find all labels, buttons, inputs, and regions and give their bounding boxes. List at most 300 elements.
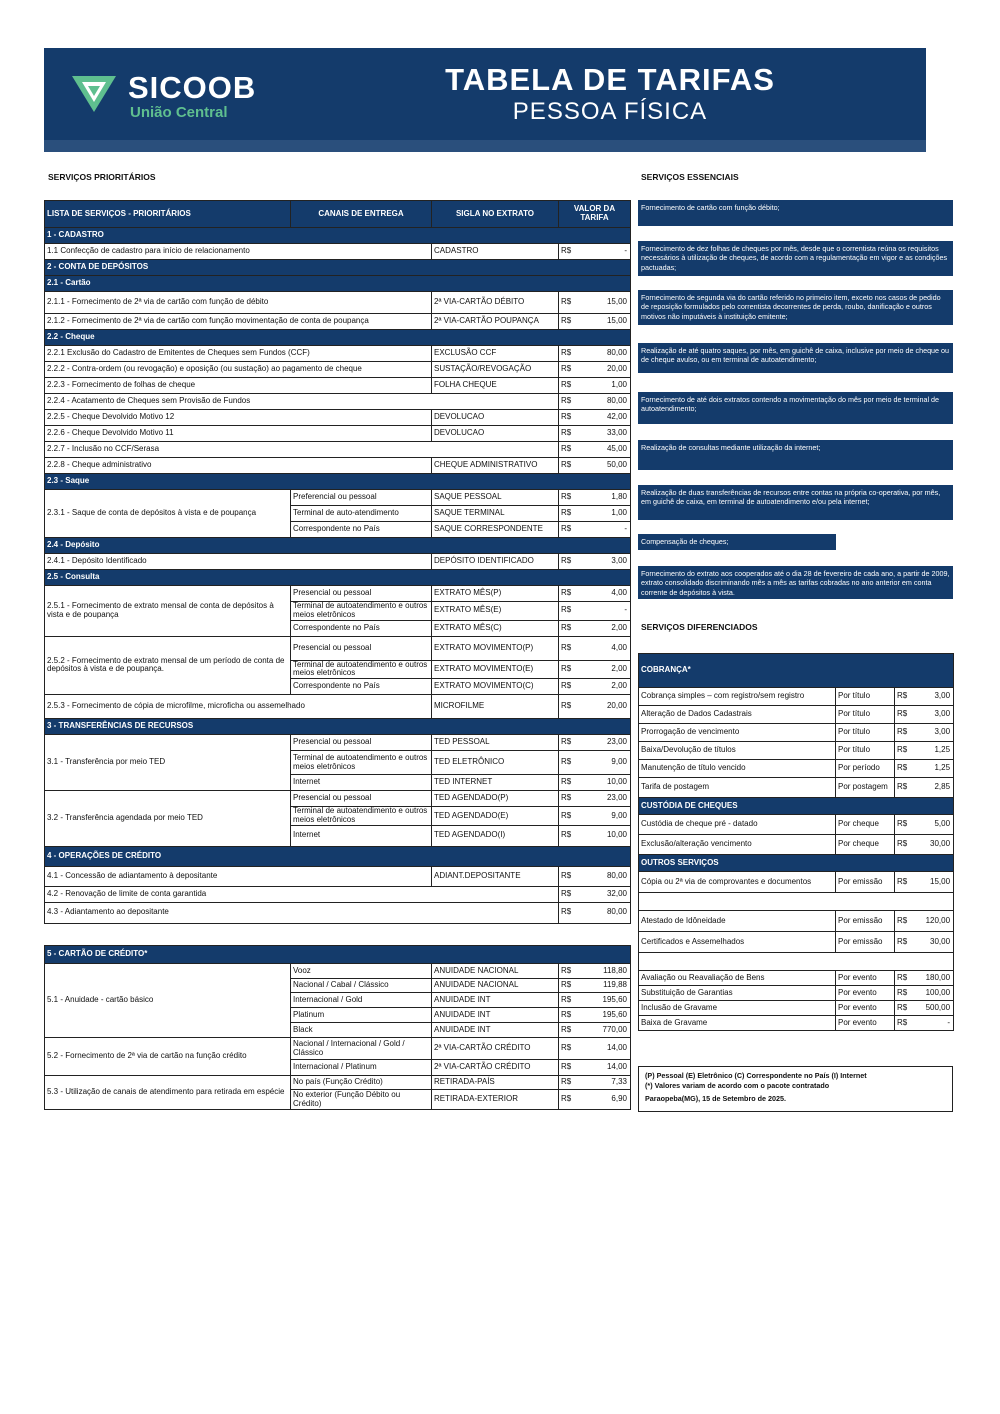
statement-code: ANUIDADE NACIONAL: [432, 979, 559, 993]
currency: R$: [559, 1060, 585, 1076]
service-name: Baixa/Devolução de títulos: [639, 742, 836, 760]
statement-code: ANUIDADE INT: [432, 993, 559, 1008]
fee-value: 1,00: [585, 506, 631, 522]
channel: Black: [291, 1023, 432, 1038]
service-name: Manutenção de título vencido: [639, 760, 836, 778]
table-row: [45, 866, 631, 886]
page-title: TABELA DE TARIFAS: [445, 62, 775, 97]
table-row: [45, 1038, 631, 1060]
channel: Terminal de auto-atendimento: [291, 506, 432, 522]
currency: R$: [895, 688, 915, 706]
table-row: [639, 932, 954, 953]
fee-value: 120,00: [915, 911, 954, 932]
service-name: Exclusão/alteração vencimento: [639, 835, 836, 855]
table-row: [45, 886, 631, 902]
section-label: 2.2 - Cheque: [45, 330, 631, 346]
service-name: 5.2 - Fornecimento de 2ª via de cartão na função crédito: [45, 1038, 291, 1076]
statement-code: 2ª VIA-CARTÃO DÉBITO: [432, 292, 559, 314]
currency: R$: [895, 835, 915, 855]
currency: R$: [559, 735, 585, 751]
col-header-lista: LISTA DE SERVIÇOS - PRIORITÁRIOS: [45, 201, 291, 228]
table-row: [639, 760, 954, 778]
fee-value: 20,00: [585, 362, 631, 378]
currency: R$: [895, 971, 915, 986]
statement-code: ANUIDADE INT: [432, 1008, 559, 1023]
statement-code: TED PESSOAL: [432, 735, 559, 751]
charge-unit: Por título: [836, 742, 895, 760]
charge-unit: Por título: [836, 724, 895, 742]
essential-service-item: Fornecimento de dez folhas de cheques por mês, desde que o correntista reúna os requisitos necessários à utilização de cheques, de acordo com a regulamentação em vigor e as condições pactuadas;: [638, 241, 953, 276]
statement-code: EXTRATO MÊS(C): [432, 620, 559, 636]
fee-value: -: [585, 602, 631, 621]
fee-value: 1,25: [915, 742, 954, 760]
statement-code: ADIANT.DEPOSITANTE: [432, 866, 559, 886]
section-label: 4 - OPERAÇÕES DE CRÉDITO: [45, 846, 631, 866]
table-row: [639, 986, 954, 1001]
currency: R$: [895, 760, 915, 778]
fee-value: 1,80: [585, 490, 631, 506]
charge-unit: Por emissão: [836, 872, 895, 893]
section-title-prioritarios: SERVIÇOS PRIORITÁRIOS: [48, 172, 156, 182]
service-name: 2.1.1 - Fornecimento de 2ª via de cartão com função de débito: [45, 292, 432, 314]
fee-value: 10,00: [585, 825, 631, 846]
fee-value: 6,90: [585, 1090, 631, 1110]
service-name: Prorrogação de vencimento: [639, 724, 836, 742]
fee-value: 3,00: [915, 724, 954, 742]
table-row: [639, 1001, 954, 1016]
statement-code: ANUIDADE NACIONAL: [432, 964, 559, 979]
statement-code: TED INTERNET: [432, 775, 559, 791]
fee-value: 15,00: [585, 292, 631, 314]
section-row: [639, 654, 954, 688]
charge-unit: Por emissão: [836, 911, 895, 932]
section-label: OUTROS SERVIÇOS: [639, 855, 954, 872]
section-label: 2 - CONTA DE DEPÓSITOS: [45, 260, 631, 276]
channel: Correspondente no País: [291, 522, 432, 538]
section-label: 2.3 - Saque: [45, 474, 631, 490]
table-row: [639, 724, 954, 742]
table-row: [45, 586, 631, 602]
fee-value: 195,60: [585, 1008, 631, 1023]
service-name: 2.1.2 - Fornecimento de 2ª via de cartão com função movimentação de conta de poupança: [45, 314, 432, 330]
section-title-diferenciados: SERVIÇOS DIFERENCIADOS: [641, 622, 758, 632]
essential-service-item: Compensação de cheques;: [638, 534, 836, 550]
channel: Correspondente no País: [291, 679, 432, 695]
channel: Platinum: [291, 1008, 432, 1023]
table-row: [639, 706, 954, 724]
fee-value: 2,00: [585, 679, 631, 695]
statement-code: 2ª VIA-CARTÃO CRÉDITO: [432, 1060, 559, 1076]
channel: No exterior (Função Débito ou Crédito): [291, 1090, 432, 1110]
currency: R$: [895, 986, 915, 1001]
fee-value: 118,80: [585, 964, 631, 979]
section-row: [45, 330, 631, 346]
fee-value: 9,00: [585, 807, 631, 826]
channel: Nacional / Cabal / Clássico: [291, 979, 432, 993]
sicoob-logo-icon: [72, 72, 116, 116]
currency: R$: [895, 872, 915, 893]
channel: Internacional / Platinum: [291, 1060, 432, 1076]
fee-value: 30,00: [915, 932, 954, 953]
currency: R$: [559, 394, 585, 410]
fee-value: 20,00: [585, 695, 631, 719]
blank-row: [639, 893, 954, 911]
statement-code: SAQUE CORRESPONDENTE: [432, 522, 559, 538]
channel: Terminal de autoatendimento e outros meios eletrônicos: [291, 807, 432, 826]
currency: R$: [559, 620, 585, 636]
channel: Internet: [291, 825, 432, 846]
currency: R$: [559, 586, 585, 602]
currency: R$: [559, 660, 585, 679]
service-name: 2.2.8 - Cheque administrativo: [45, 458, 432, 474]
fee-value: 1,00: [585, 378, 631, 394]
section-row: [639, 798, 954, 815]
currency: R$: [559, 825, 585, 846]
table-row: [45, 410, 631, 426]
service-name: Custódia de cheque pré - datado: [639, 815, 836, 835]
table-row: [45, 490, 631, 506]
fee-value: 5,00: [915, 815, 954, 835]
table-row: [45, 362, 631, 378]
banner-pattern-stripe: [44, 140, 926, 152]
currency: R$: [895, 742, 915, 760]
table-row: [45, 1076, 631, 1090]
service-name: 4.2 - Renovação de limite de conta garantida: [45, 886, 559, 902]
section-row: [45, 719, 631, 735]
service-name: Cópia ou 2ª via de comprovantes e documentos: [639, 872, 836, 893]
currency: R$: [559, 1090, 585, 1110]
currency: R$: [895, 724, 915, 742]
service-name: 2.5.3 - Fornecimento de cópia de microfilme, microficha ou assemelhado: [45, 695, 432, 719]
channel: Vooz: [291, 964, 432, 979]
service-name: 2.2.3 - Fornecimento de folhas de cheque: [45, 378, 432, 394]
service-name: Inclusão de Gravame: [639, 1001, 836, 1016]
fee-value: 2,00: [585, 660, 631, 679]
charge-unit: Por período: [836, 760, 895, 778]
table-row: [45, 791, 631, 807]
table-row: [639, 742, 954, 760]
charge-unit: Por título: [836, 706, 895, 724]
fee-value: 10,00: [585, 775, 631, 791]
statement-code: EXTRATO MÊS(E): [432, 602, 559, 621]
table-row: [45, 902, 631, 923]
service-name: 4.1 - Concessão de adiantamento à depositante: [45, 866, 432, 886]
fee-value: -: [915, 1016, 954, 1031]
table-row: [45, 394, 631, 410]
currency: R$: [559, 426, 585, 442]
service-name: 2.2.1 Exclusão do Cadastro de Emitentes de Cheques sem Fundos (CCF): [45, 346, 432, 362]
fee-value: 33,00: [585, 426, 631, 442]
fee-value: 500,00: [915, 1001, 954, 1016]
diferenciados-table: [638, 653, 954, 1031]
statement-code: EXTRATO MOVIMENTO(P): [432, 636, 559, 660]
service-name: 2.2.4 - Acatamento de Cheques sem Provisão de Fundos: [45, 394, 559, 410]
service-name: 2.3.1 - Saque de conta de depósitos à vista e de poupança: [45, 490, 291, 538]
col-header-sigla: SIGLA NO EXTRATO: [432, 201, 559, 228]
currency: R$: [559, 506, 585, 522]
fee-value: 4,00: [585, 586, 631, 602]
fee-value: 3,00: [585, 554, 631, 570]
currency: R$: [559, 346, 585, 362]
essential-service-item: Realização de consultas mediante utilização da internet;: [638, 440, 953, 470]
section-title-essenciais: SERVIÇOS ESSENCIAIS: [641, 172, 739, 182]
section-row: [45, 846, 631, 866]
service-name: 2.5.2 - Fornecimento de extrato mensal de um período de conta de depósitos à vista e de poupança.: [45, 636, 291, 695]
charge-unit: Por emissão: [836, 932, 895, 953]
currency: R$: [559, 1076, 585, 1090]
service-name: Certificados e Assemelhados: [639, 932, 836, 953]
currency: R$: [559, 490, 585, 506]
fee-value: 14,00: [585, 1038, 631, 1060]
channel: Presencial ou pessoal: [291, 586, 432, 602]
service-name: 2.2.5 - Cheque Devolvido Motivo 12: [45, 410, 432, 426]
currency: R$: [559, 807, 585, 826]
service-name: 3.1 - Transferência por meio TED: [45, 735, 291, 791]
prioritarios-table: [44, 200, 631, 924]
section-row: 5 - CARTÃO DE CRÉDITO*: [45, 946, 631, 964]
statement-code: 2ª VIA-CARTÃO CRÉDITO: [432, 1038, 559, 1060]
fee-value: 2,85: [915, 778, 954, 798]
col-header-valor: VALOR DA TARIFA: [559, 201, 631, 228]
brand-subname: União Central: [130, 104, 228, 121]
service-name: Tarifa de postagem: [639, 778, 836, 798]
service-name: Alteração de Dados Cadastrais: [639, 706, 836, 724]
currency: R$: [559, 751, 585, 775]
blank-cell: [639, 893, 954, 911]
table-row: [639, 971, 954, 986]
essential-service-item: Fornecimento de segunda via do cartão referido no primeiro item, exceto nos casos de pedido de reposição formulados pelo correntista decorrentes de perda, roubo, danificação e outros motivos não imputáveis à instituição emitente;: [638, 290, 953, 325]
service-name: 2.2.6 - Cheque Devolvido Motivo 11: [45, 426, 432, 442]
section-row: [45, 228, 631, 244]
table-row: [45, 554, 631, 570]
statement-code: ANUIDADE INT: [432, 1023, 559, 1038]
fee-value: 80,00: [585, 866, 631, 886]
statement-code: EXTRATO MOVIMENTO(E): [432, 660, 559, 679]
section-label: 3 - TRANSFERÊNCIAS DE RECURSOS: [45, 719, 631, 735]
currency: R$: [559, 902, 585, 923]
fee-value: 100,00: [915, 986, 954, 1001]
blank-cell: [639, 953, 954, 971]
table-row: [45, 458, 631, 474]
currency: R$: [559, 964, 585, 979]
service-name: Substituição de Garantias: [639, 986, 836, 1001]
currency: R$: [895, 1016, 915, 1031]
charge-unit: Por cheque: [836, 835, 895, 855]
statement-code: TED AGENDADO(E): [432, 807, 559, 826]
statement-code: SAQUE TERMINAL: [432, 506, 559, 522]
fee-value: 195,60: [585, 993, 631, 1008]
fee-value: 50,00: [585, 458, 631, 474]
section-row: [45, 260, 631, 276]
table-row: [45, 964, 631, 979]
charge-unit: Por evento: [836, 971, 895, 986]
currency: R$: [559, 458, 585, 474]
fee-value: 23,00: [585, 791, 631, 807]
fee-value: -: [585, 244, 631, 260]
table-row: [45, 244, 631, 260]
service-name: Atestado de Idôneidade: [639, 911, 836, 932]
fee-value: 45,00: [585, 442, 631, 458]
currency: R$: [559, 602, 585, 621]
table-row: [45, 426, 631, 442]
service-name: 3.2 - Transferência agendada por meio TED: [45, 791, 291, 847]
service-name: 4.3 - Adiantamento ao depositante: [45, 902, 559, 923]
statement-code: RETIRADA-PAÍS: [432, 1076, 559, 1090]
statement-code: 2ª VIA-CARTÃO POUPANÇA: [432, 314, 559, 330]
table-row: [639, 1016, 954, 1031]
service-name: 2.2.2 - Contra-ordem (ou revogação) e oposição (ou sustação) ao pagamento de cheque: [45, 362, 432, 378]
fee-value: 80,00: [585, 346, 631, 362]
charge-unit: Por cheque: [836, 815, 895, 835]
channel: Terminal de autoatendimento e outros meios eletrônicos: [291, 660, 432, 679]
statement-code: RETIRADA-EXTERIOR: [432, 1090, 559, 1110]
table-row: [45, 292, 631, 314]
fee-value: 1,25: [915, 760, 954, 778]
currency: R$: [559, 292, 585, 314]
table-row: [45, 378, 631, 394]
section-label: 1 - CADASTRO: [45, 228, 631, 244]
statement-code: DEPÓSITO IDENTIFICADO: [432, 554, 559, 570]
table-row: [45, 314, 631, 330]
currency: R$: [559, 314, 585, 330]
service-name: 2.5.1 - Fornecimento de extrato mensal de conta de depósitos à vista e de poupança: [45, 586, 291, 637]
fee-value: 80,00: [585, 902, 631, 923]
table-row: [45, 735, 631, 751]
essential-service-item: Fornecimento do extrato aos cooperados até o dia 28 de fevereiro de cada ano, a partir de 2009, extrato consolidado discriminando mês a mês as tarifas cobradas no ano anterior em conta corrente de depósitos à vista.: [638, 566, 953, 599]
statement-code: EXTRATO MOVIMENTO(C): [432, 679, 559, 695]
table-row: [45, 346, 631, 362]
currency: R$: [559, 554, 585, 570]
fee-value: -: [585, 522, 631, 538]
currency: R$: [895, 1001, 915, 1016]
fee-value: 80,00: [585, 394, 631, 410]
legend-note: (*) Valores variam de acordo com o pacote contratado: [645, 1080, 830, 1090]
fee-value: 119,88: [585, 979, 631, 993]
service-name: 5.3 - Utilização de canais de atendimento para retirada em espécie: [45, 1076, 291, 1110]
fee-value: 23,00: [585, 735, 631, 751]
currency: R$: [895, 911, 915, 932]
channel: Terminal de autoatendimento e outros meios eletrônicos: [291, 602, 432, 621]
place-date: Paraopeba(MG), 15 de Setembro de 2025.: [645, 1094, 787, 1104]
currency: R$: [559, 378, 585, 394]
currency: R$: [559, 410, 585, 426]
statement-code: TED ELETRÔNICO: [432, 751, 559, 775]
currency: R$: [559, 993, 585, 1008]
statement-code: CHEQUE ADMINISTRATIVO: [432, 458, 559, 474]
currency: R$: [559, 775, 585, 791]
service-name: 5.1 - Anuidade - cartão básico: [45, 964, 291, 1038]
statement-code: EXCLUSÃO CCF: [432, 346, 559, 362]
currency: R$: [895, 778, 915, 798]
essential-service-item: Realização de até quatro saques, por mês, em guichê de caixa, inclusive por meio de cheque ou de cheque avulso, ou em terminal de autoatendimento;: [638, 343, 953, 373]
currency: R$: [559, 244, 585, 260]
section-row: [45, 570, 631, 586]
section-label: CUSTÓDIA DE CHEQUES: [639, 798, 954, 815]
brand-name: SICOOB: [128, 70, 257, 105]
fee-value: 14,00: [585, 1060, 631, 1076]
fee-value: 3,00: [915, 688, 954, 706]
currency: R$: [559, 791, 585, 807]
currency: R$: [559, 695, 585, 719]
legend-channels: (P) Pessoal (E) Eletrônico (C) Correspondente no País (I) Internet: [645, 1071, 867, 1080]
channel: Presencial ou pessoal: [291, 636, 432, 660]
statement-code: DEVOLUCAO: [432, 426, 559, 442]
currency: R$: [559, 979, 585, 993]
charge-unit: Por evento: [836, 1016, 895, 1031]
channel: Terminal de autoatendimento e outros meios eletrônicos: [291, 751, 432, 775]
statement-code: SAQUE PESSOAL: [432, 490, 559, 506]
page-subtitle: PESSOA FÍSICA: [512, 98, 708, 125]
charge-unit: Por evento: [836, 1001, 895, 1016]
section-row: [45, 538, 631, 554]
section-row: [45, 474, 631, 490]
service-name: 1.1 Confecção de cadastro para início de relacionamento: [45, 244, 432, 260]
statement-code: TED AGENDADO(P): [432, 791, 559, 807]
service-name: Cobrança simples – com registro/sem registro: [639, 688, 836, 706]
section-row: [639, 855, 954, 872]
currency: R$: [895, 932, 915, 953]
fee-value: 9,00: [585, 751, 631, 775]
credito-table: [44, 945, 631, 1110]
currency: R$: [559, 636, 585, 660]
currency: R$: [559, 679, 585, 695]
fee-value: 15,00: [915, 872, 954, 893]
table-row: [639, 872, 954, 893]
service-name: 2.4.1 - Depósito Identificado: [45, 554, 432, 570]
statement-code: SUSTAÇÃO/REVOGAÇÃO: [432, 362, 559, 378]
table-row: [45, 695, 631, 719]
fee-value: 2,00: [585, 620, 631, 636]
fee-value: 32,00: [585, 886, 631, 902]
service-name: Avaliação ou Reavaliação de Bens: [639, 971, 836, 986]
table-row: [639, 778, 954, 798]
channel: No país (Função Crédito): [291, 1076, 432, 1090]
channel: Nacional / Internacional / Gold / Clássico: [291, 1038, 432, 1060]
essential-service-item: Fornecimento de cartão com função débito;: [638, 200, 953, 226]
currency: R$: [895, 815, 915, 835]
channel: Presencial ou pessoal: [291, 791, 432, 807]
fee-value: 30,00: [915, 835, 954, 855]
currency: R$: [559, 1038, 585, 1060]
statement-code: CADASTRO: [432, 244, 559, 260]
legend-box: [638, 1066, 953, 1112]
table-row: [639, 911, 954, 932]
fee-value: 42,00: [585, 410, 631, 426]
channel: Internet: [291, 775, 432, 791]
fee-value: 3,00: [915, 706, 954, 724]
currency: R$: [559, 866, 585, 886]
table-row: [45, 442, 631, 458]
channel: Preferencial ou pessoal: [291, 490, 432, 506]
charge-unit: Por evento: [836, 986, 895, 1001]
essential-service-item: Realização de duas transferências de recursos entre contas na própria co-operativa, por mês, em guichê de caixa, em terminal de autoatendimento e/ou pela internet;: [638, 485, 953, 520]
channel: Presencial ou pessoal: [291, 735, 432, 751]
fee-value: 7,33: [585, 1076, 631, 1090]
statement-code: MICROFILME: [432, 695, 559, 719]
col-header-canais: CANAIS DE ENTREGA: [291, 201, 432, 228]
service-name: Baixa de Gravame: [639, 1016, 836, 1031]
statement-code: TED AGENDADO(I): [432, 825, 559, 846]
statement-code: EXTRATO MÊS(P): [432, 586, 559, 602]
essential-service-item: Fornecimento de até dois extratos contendo a movimentação do mês por meio de terminal de autoatendimento;: [638, 392, 953, 424]
header-banner: [44, 48, 926, 152]
currency: R$: [559, 1023, 585, 1038]
section-label: 2.4 - Depósito: [45, 538, 631, 554]
fee-value: 180,00: [915, 971, 954, 986]
table-row: [45, 636, 631, 660]
currency: R$: [559, 442, 585, 458]
currency: R$: [559, 522, 585, 538]
